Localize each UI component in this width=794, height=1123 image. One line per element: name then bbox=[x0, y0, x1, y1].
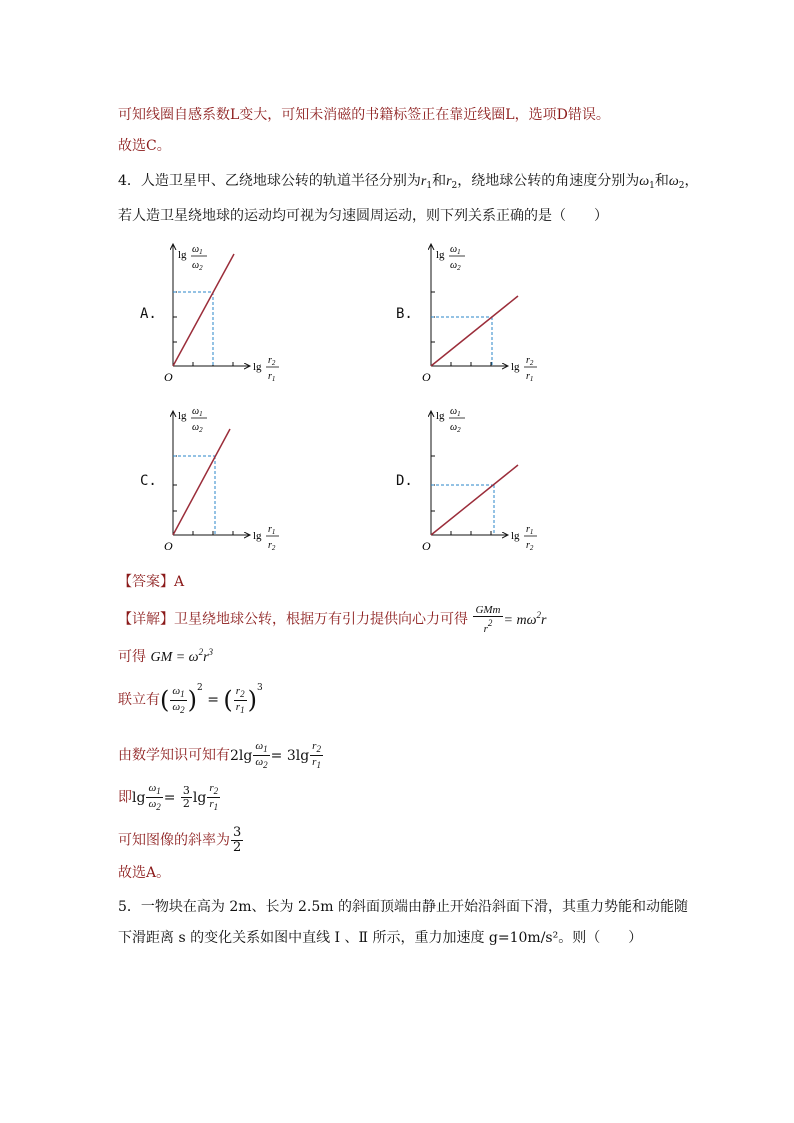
svg-text:lg: lg bbox=[253, 530, 262, 542]
svg-text:ω2: $\omega_2$ bbox=[450, 260, 461, 272]
option-b-label: B. bbox=[396, 306, 413, 322]
svg-text:r1: $r_1$ bbox=[268, 371, 276, 383]
q4-stem-line1: 4．人造卫星甲、乙绕地球公转的轨道半径分别为$r_1$和$r_2$，绕地球公转的角速度分别为$\omega_1$和$\omega_2$， bbox=[118, 173, 699, 191]
svg-text:r2: $r_2$ bbox=[526, 540, 534, 552]
svg-text:ω2: $\omega_2$ bbox=[192, 260, 203, 272]
svg-text:ω2: $\omega_2$ bbox=[450, 422, 461, 434]
svg-text:lg: lg bbox=[511, 530, 520, 542]
q4-stem-line2: 若人造卫星绕地球的运动均可视为匀速圆周运动，则下列关系正确的是（ ） bbox=[118, 208, 608, 224]
svg-text:r1: $r_1$ bbox=[526, 524, 534, 536]
detail-line6: 可知图像的斜率为 $\frac{3}{2}$ bbox=[118, 825, 242, 855]
svg-text:lg: lg bbox=[178, 410, 187, 422]
svg-text:ω1: $\omega_1$ bbox=[192, 244, 203, 256]
svg-text:ω1: $\omega_1$ bbox=[192, 406, 203, 418]
svg-text:O: O bbox=[422, 370, 431, 384]
svg-text:lg: lg bbox=[436, 249, 445, 261]
graph-d bbox=[408, 405, 548, 555]
svg-text:lg: lg bbox=[436, 410, 445, 422]
detail-line1: 【详解】卫星绕地球公转，根据万有引力提供向心力可得 $\frac{\text{GMm}}{r^2}$ = $m\omega^2r$ bbox=[118, 604, 547, 635]
option-c-label: C. bbox=[140, 473, 157, 489]
detail-line3: 联立有( $\frac{\omega_1}{\omega_2}$ )$^2$ = ( $\frac{r_2}{r_1}$ )$^3$ bbox=[118, 683, 263, 715]
graph-b bbox=[408, 238, 548, 386]
svg-text:lg: lg bbox=[253, 361, 262, 373]
answer-value: A bbox=[174, 574, 185, 590]
graph-line bbox=[173, 254, 234, 366]
answer-tag: 【答案】 bbox=[118, 574, 174, 590]
graph-c bbox=[150, 405, 290, 555]
detail-line7: 故选A。 bbox=[118, 865, 171, 881]
detail-line5: 即lg $\frac{\omega_1}{\omega_2}$ = $\frac{3}{2}$ lg $\frac{r_2}{r_1}$ bbox=[118, 782, 219, 812]
detail-line2: 可得 GM = $\omega^2r^3$ bbox=[118, 647, 214, 665]
svg-text:ω2: $\omega_2$ bbox=[192, 422, 203, 434]
prev-conclusion: 可知线圈自感系数L变大，可知未消磁的书籍标签正在靠近线圈L，选项D错误。 bbox=[118, 107, 610, 123]
origin-label: O bbox=[164, 370, 173, 384]
svg-text:O: O bbox=[164, 539, 173, 553]
option-a-label: A. bbox=[140, 306, 157, 322]
svg-text:ω1: $\omega_1$ bbox=[450, 244, 461, 256]
answer bbox=[118, 571, 184, 591]
svg-text:r2: $r_2$ bbox=[526, 355, 534, 367]
svg-text:lg: lg bbox=[511, 361, 520, 373]
svg-text:O: O bbox=[422, 539, 431, 553]
graph-a bbox=[150, 238, 290, 386]
detail-line4: 由数学知识可知有2lg $\frac{\omega_1}{\omega_2}$ = 3lg $\frac{r_2}{r_1}$ bbox=[118, 740, 321, 770]
svg-text:r2: $r_2$ bbox=[268, 540, 276, 552]
svg-text:r2: $r_2$ bbox=[268, 355, 276, 367]
svg-text:ω1: $\omega_1$ bbox=[450, 406, 461, 418]
q5-stem-line2: 下滑距离 s 的变化关系如图中直线 Ⅰ 、Ⅱ 所示，重力加速度 g=10m/s²。则（ ） bbox=[118, 930, 643, 946]
prev-choice: 故选C。 bbox=[118, 138, 171, 154]
q5-stem-line1: 5．一物块在高为 2m、长为 2.5m 的斜面顶端由静止开始沿斜面下滑，其重力势能和动能随 bbox=[118, 899, 688, 915]
svg-text:r1: $r_1$ bbox=[268, 524, 276, 536]
svg-text:r1: $r_1$ bbox=[526, 371, 534, 383]
option-d-label: D. bbox=[396, 473, 413, 489]
svg-text:lg: lg bbox=[178, 249, 187, 261]
